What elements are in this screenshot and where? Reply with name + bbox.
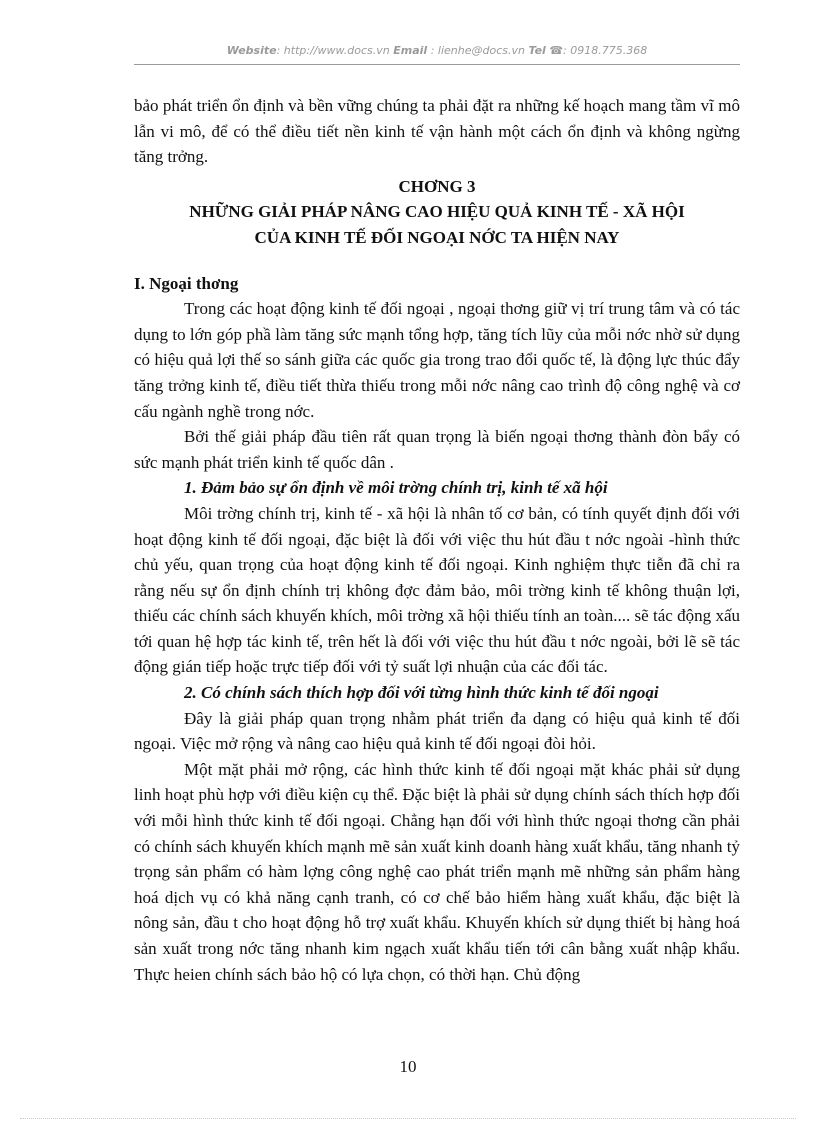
subsection-2-heading: 2. Có chính sách thích hợp đối với từng hình thức kinh tế đối ngoại xyxy=(184,683,659,703)
tel-number: ☎: 0918.775.368 xyxy=(549,44,648,57)
chapter-title-line-1: NHỮNG GIẢI PHÁP NÂNG CAO HIỆU QUẢ KINH TẾ - XÃ HỘI xyxy=(189,202,685,222)
subsection-1-paragraph: Môi trờng chính trị, kinh tế - xã hội là nhân tố cơ bản, có tính quyết định đối với hoạt động kinh tế đối ngoại, đặc biệt là đối với việc thu hút đầu t nớc ngoài -hình thức chủ yếu, quan trọng của hoạt động kinh tế đối ngoại. Kinh nghiệm thực tiễn đã chỉ ra rằng nếu sự ổn định chính trị không đợc đảm bảo, môi trờng kinh tế không thuận lợi, thiếu các chính sách khuyến khích, môi trờng xã hội thiếu tính an toàn.... sẽ tác động xấu tới quan hệ hợp tác kinh tế, trên hết là đối với việc thu hút đầu t nớc ngoài, bởi lẽ sẽ tác động gián tiếp hoặc trực tiếp đối với tỷ suất lợi nhuận của các đối tác. xyxy=(134,503,740,677)
page-number: 10 xyxy=(399,1057,417,1076)
subsection-1-heading: 1. Đảm bảo sự ổn định về môi trờng chính trị, kinh tế xã hội xyxy=(184,478,608,498)
subsection-2-paragraph-1: Đây là giải pháp quan trọng nhằm phát triển đa dạng có hiệu quả kinh tế đối ngoại. Việc mở rộng và nâng cao hiệu quả kinh tế đối ngoại đòi hỏi. xyxy=(134,708,740,754)
section-paragraph-1: Trong các hoạt động kinh tế đối ngoại , ngoại thơng giữ vị trí trung tâm và có tác dụng to lớn góp phầ làm tăng sức mạnh tổng hợp, tăng tích lũy của mỗi nớc nhờ sử dụng có hiệu quả lợi thế so sánh giữa các quốc gia trong trao đổi quốc tế, là động lực thúc đẩy tăng trởng kinh tế, điều tiết thừa thiếu trong mỗi nớc nâng cao trình độ công nghệ và cơ cấu ngành nghề trong nớc. xyxy=(134,299,740,421)
page-bottom-border xyxy=(20,1118,796,1119)
chapter-title-line-2: CỦA KINH TẾ ĐỐI NGOẠI NỚC TA HIỆN NAY xyxy=(254,227,620,247)
tel-label: Tel xyxy=(528,44,546,57)
section-paragraph-2: Bởi thế giải pháp đầu tiên rất quan trọng là biến ngoại thơng thành đòn bẩy có sức mạnh phát triển kinh tế quốc dân . xyxy=(134,427,740,472)
website-url[interactable]: : http://www.docs.vn xyxy=(276,44,390,57)
website-label: Website xyxy=(226,44,277,57)
email-address[interactable]: : lienhe@docs.vn xyxy=(430,44,525,57)
email-label: Email xyxy=(393,44,428,57)
subsection-2-paragraph-2: Một mặt phải mở rộng, các hình thức kinh tế đối ngoại mặt khác phải sử dụng linh hoạt phù hợp với điều kiện cụ thể. Đặc biệt là phải sử dụng chính sách thích hợp đối với mỗi hình thức kinh tế đối ngoại. Chẳng hạn đối với hình thức ngoại thơng cần phải có chính sách khuyến khích mạnh mẽ sản xuất kinh doanh hàng xuất khẩu, tăng nhanh tỷ trọng sản phẩm có hàm lợng công nghệ cao phát triển mạnh mẽ những sản phẩm hàng hoá dịch vụ có khả năng cạnh tranh, có cơ chế bảo hiểm hàng xuất khẩu, đặc biệt là nông sản, đầu t cho hoạt động hỗ trợ xuất khẩu. Khuyến khích sử dụng thiết bị hàng hoá sản xuất trong nớc tăng nhanh kim ngạch xuất khẩu tiến tới cân bằng xuất nhập khẩu. Thực heien chính sách bảo hộ có lựa chọn, có thời hạn. Chủ động xyxy=(134,759,740,984)
page-header xyxy=(134,44,740,57)
section-heading: I. Ngoại thơng xyxy=(134,273,239,293)
intro-paragraph: bảo phát triển ổn định và bền vững chúng ta phải đặt ra những kế hoạch mang tầm vĩ mô lẫn vi mô, để có thể điều tiết nền kinh tế vận hành một cách ổn định và không ngừng tăng trởng. xyxy=(134,96,740,167)
header-divider xyxy=(134,64,740,65)
chapter-number: CHƠNG 3 xyxy=(398,176,476,196)
document-body xyxy=(134,93,740,987)
